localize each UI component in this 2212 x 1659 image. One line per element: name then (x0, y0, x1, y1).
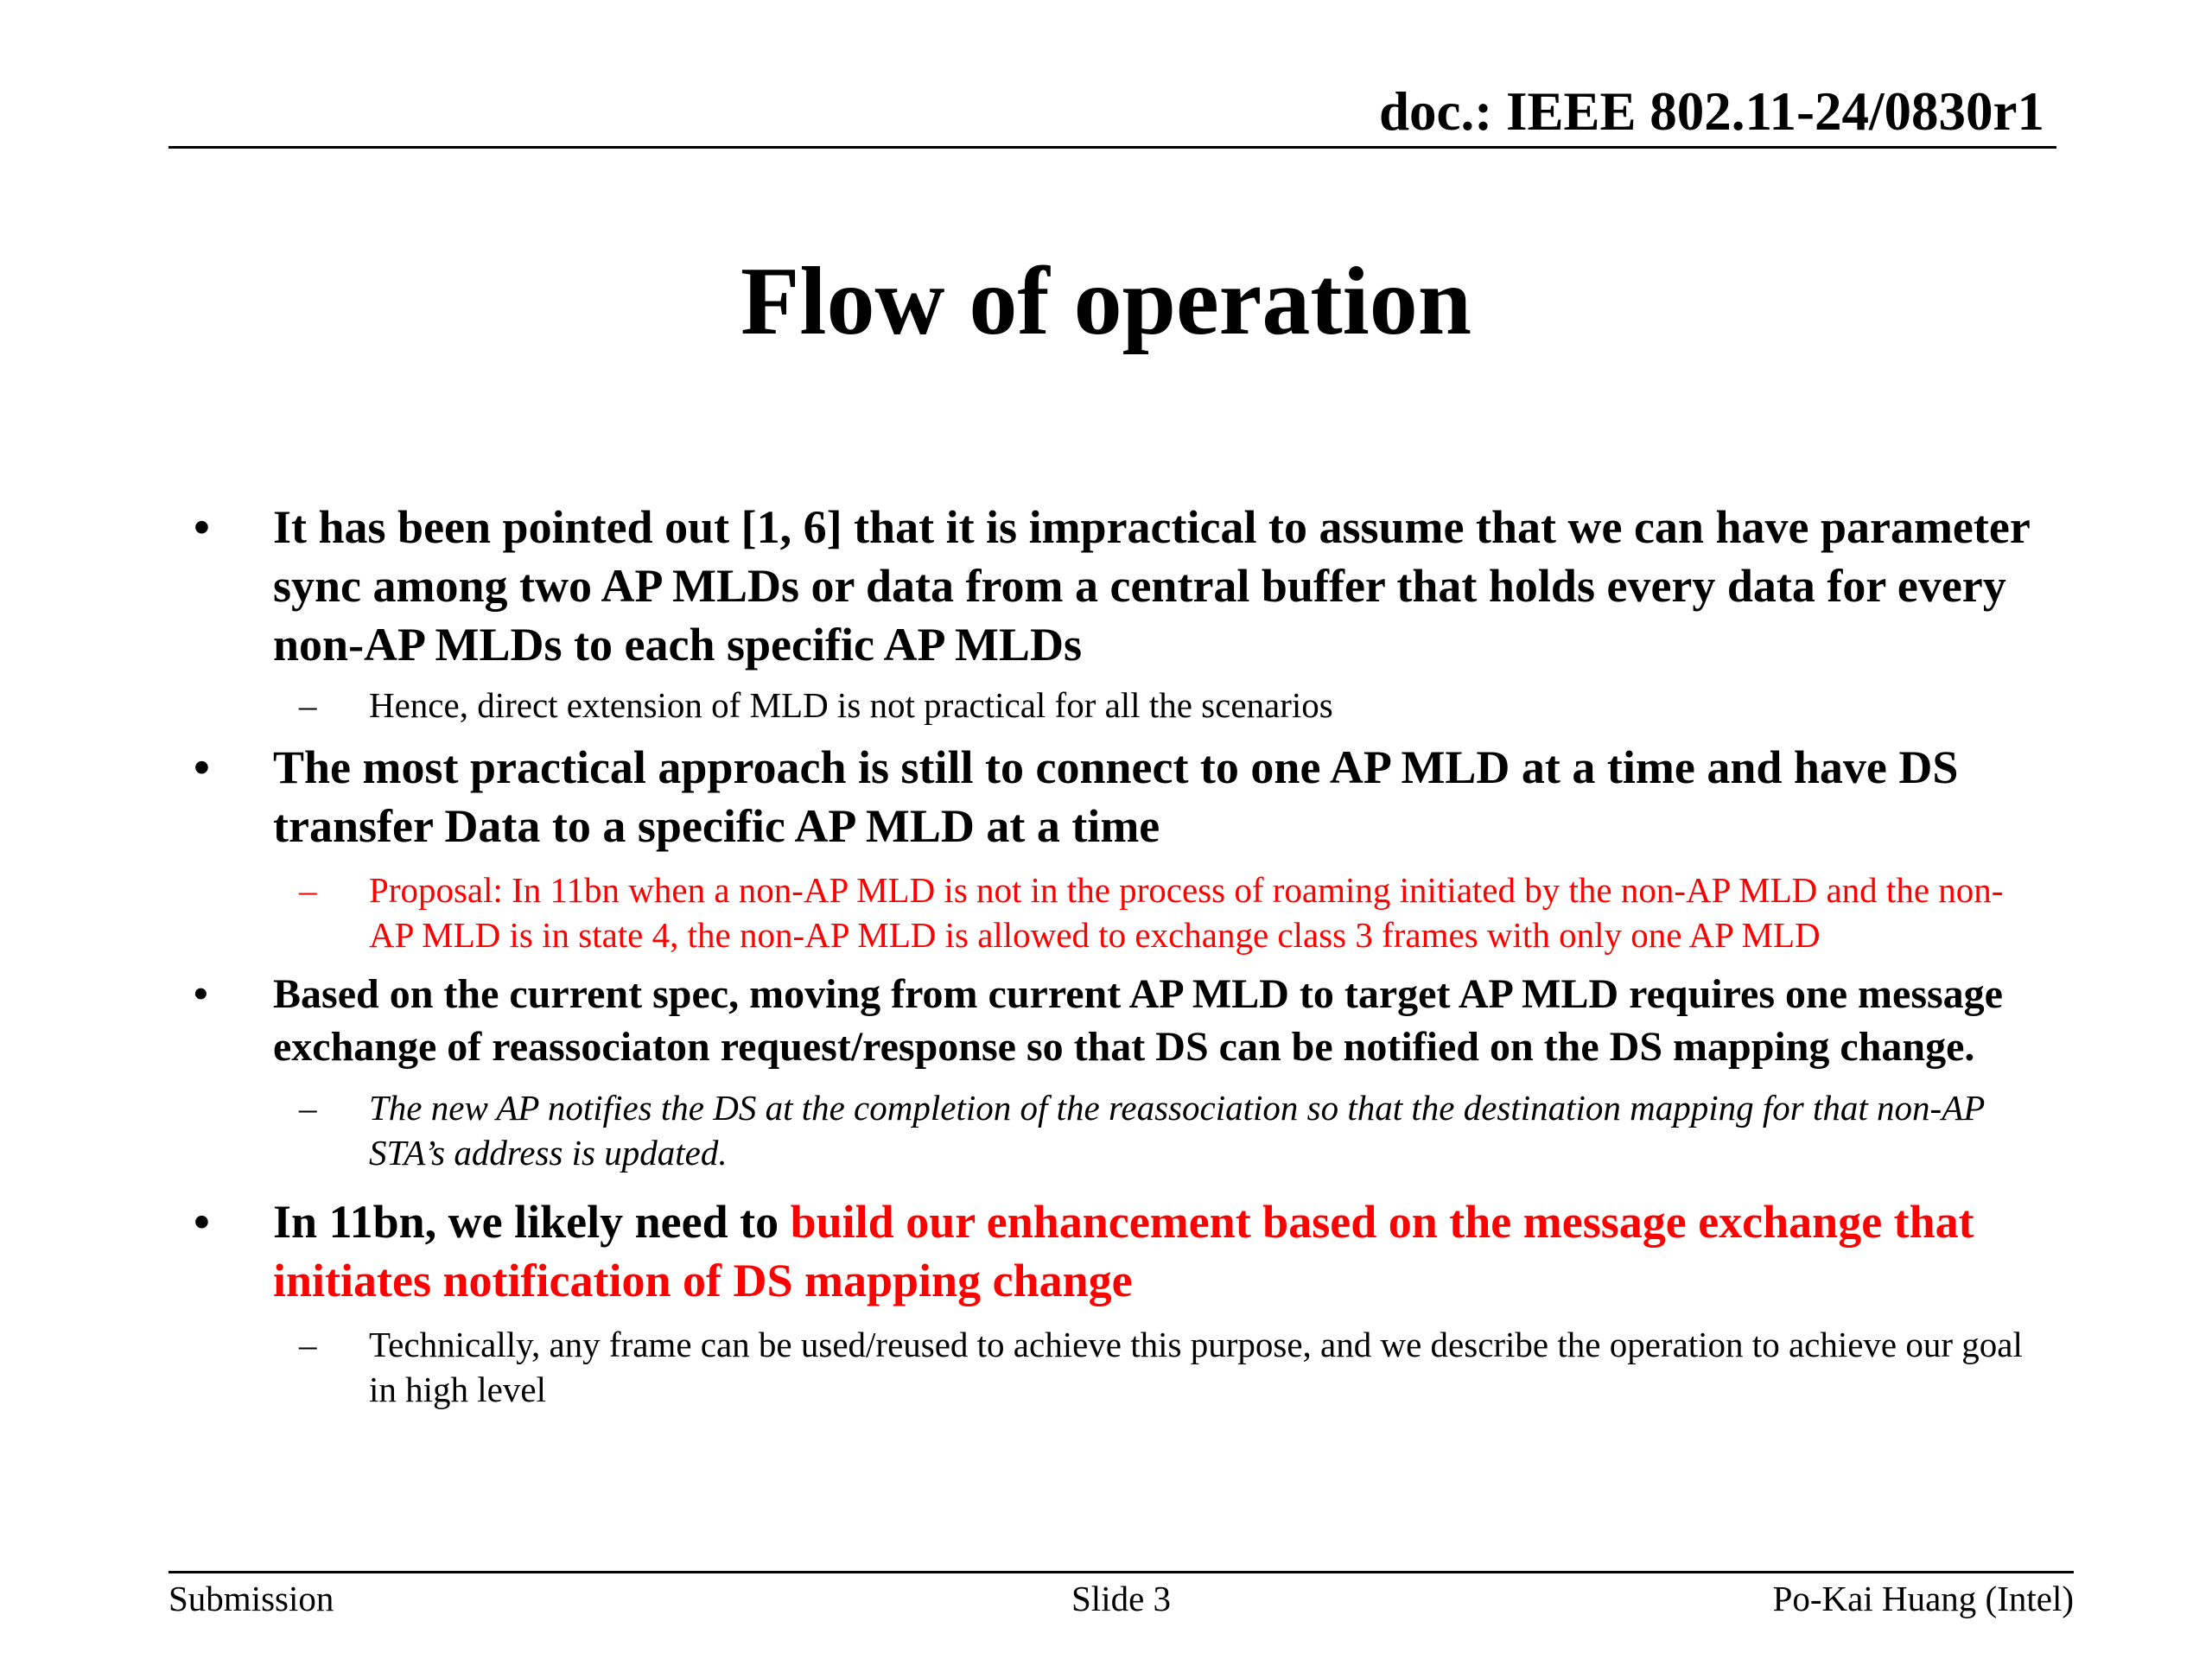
bullet-text-prefix: In 11bn, we likely need to (273, 1196, 791, 1248)
slide-body (0, 498, 2212, 1412)
document-id: doc.: IEEE 802.11-24/0830r1 (1378, 81, 2044, 142)
footer-author: Po-Kai Huang (Intel) (1772, 1579, 2074, 1618)
header-divider (168, 146, 2056, 149)
sub-bullet-text: Proposal: In 11bn when a non-AP MLD is not in the process of roaming initiated by the non-AP MLD and the non-AP MLD is in state 4, the non-AP MLD is allowed to exchange class 3 frames with only one AP MLD (369, 870, 2004, 955)
sub-bullet-text: Technically, any frame can be used/reused to achieve this purpose, and we describe the operation to achieve our goal in high level (369, 1325, 2023, 1409)
footer-submission: Submission (168, 1579, 334, 1618)
sub-bullet-item (0, 1322, 2212, 1412)
sub-bullet-item (0, 683, 2212, 728)
sub-bullet-text: The new AP notifies the DS at the completion of the reassociation so that the destination mapping for that non-AP STA’s address is updated. (369, 1088, 1985, 1173)
bullet-text: It has been pointed out [1, 6] that it is impractical to assume that we can have parameter sync among two AP MLDs or data from a central buffer that holds every data for every non-AP MLDs to each specific AP MLDs (273, 501, 2030, 671)
sub-bullet-text: Hence, direct extension of MLD is not practical for all the scenarios (369, 685, 1333, 725)
bullet-text: The most practical approach is still to connect to one AP MLD at a time and have DS transfer Data to a specific AP MLD at a time (273, 741, 1959, 852)
bullet-item (0, 1192, 2212, 1310)
sub-bullet-item-quote (0, 1085, 2212, 1175)
bullet-text-highlight: build our enhancement based on the message exchange that initiates notification of DS mapping change (273, 1196, 1974, 1306)
bullet-marker: • (194, 1196, 210, 1248)
bullet-item (0, 968, 2212, 1073)
bullet-text: Based on the current spec, moving from current AP MLD to target AP MLD requires one message exchange of reassociaton request/response so that DS can be notified on the DS mapping change. (273, 971, 2003, 1070)
bullet-item (0, 738, 2212, 855)
bullet-marker: • (194, 741, 210, 793)
sub-bullet-item-proposal (0, 868, 2212, 957)
bullet-marker: • (194, 971, 208, 1017)
bullet-marker: • (194, 501, 210, 553)
dash-marker: – (299, 1088, 317, 1128)
dash-marker: – (299, 870, 317, 910)
dash-marker: – (299, 685, 317, 725)
slide-title: Flow of operation (740, 248, 1472, 355)
footer-divider (168, 1571, 2074, 1573)
dash-marker: – (299, 1325, 317, 1364)
footer-slide-number: Slide 3 (1071, 1579, 1172, 1618)
bullet-item (0, 498, 2212, 674)
